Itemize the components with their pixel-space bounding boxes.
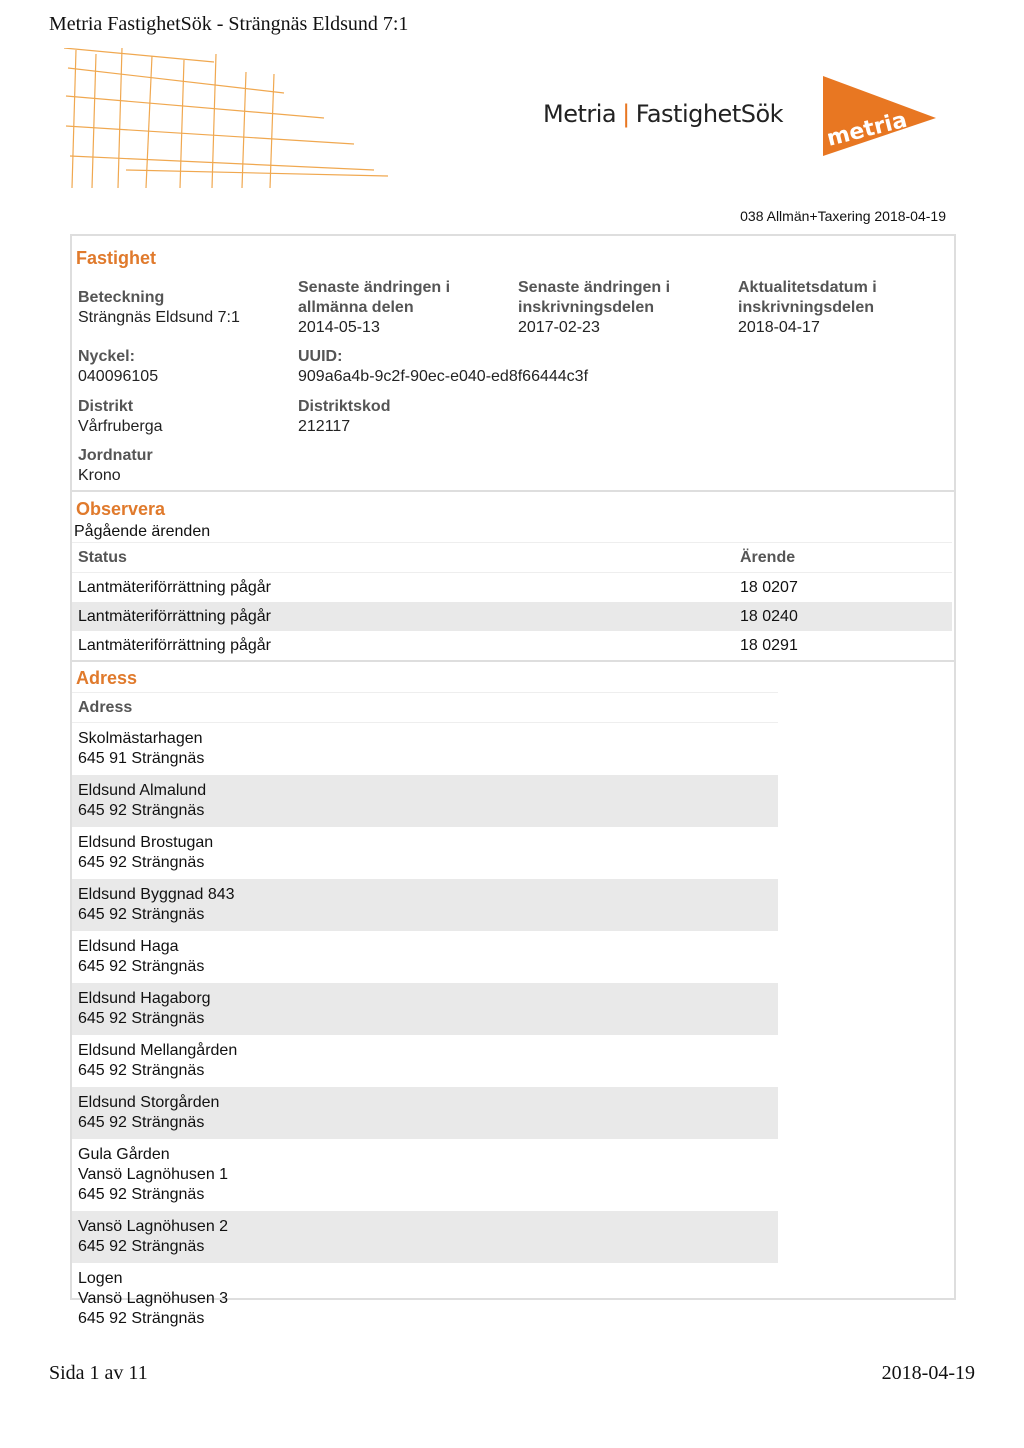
table-row [72, 1211, 778, 1263]
adress-header: Adress [72, 693, 778, 723]
address-line: Logen [78, 1270, 123, 1287]
address-line: Eldsund Byggnad 843 [78, 886, 235, 903]
uuid-value: 909a6a4b-9c2f-90ec-e040-ed8f66444c3f [298, 368, 589, 385]
main-panel [70, 234, 956, 1327]
address-line: 645 92 Strängnäs [78, 854, 205, 871]
address-line: 645 92 Strängnäs [78, 1114, 205, 1131]
adress-title: Adress [76, 668, 138, 688]
allm-field [298, 278, 498, 338]
address-line: 645 92 Strängnäs [78, 906, 205, 923]
jordnatur-value: Krono [78, 467, 121, 484]
address-cell [72, 879, 778, 931]
page-number: Sida 1 av 11 [49, 1362, 148, 1384]
address-line: 645 92 Strängnäs [78, 1062, 205, 1079]
grid-decoration-icon [64, 48, 394, 193]
table-row [72, 723, 778, 776]
table-row [72, 573, 952, 603]
aktual-field [738, 278, 938, 338]
address-line: 645 92 Strängnäs [78, 1186, 205, 1203]
observera-title: Observera [76, 499, 166, 519]
address-line: Eldsund Mellangården [78, 1042, 238, 1059]
aktual-value: 2018-04-17 [738, 319, 820, 336]
observera-header-row [72, 543, 952, 573]
uuid-label: UUID: [298, 348, 343, 365]
aktual-label: Aktualitetsdatum i inskrivningsdelen [738, 279, 877, 316]
nyckel-label: Nyckel: [78, 348, 135, 365]
beteckning-label: Beteckning [78, 289, 165, 306]
address-line: 645 92 Strängnäs [78, 1010, 205, 1027]
arende-header: Ärende [734, 543, 952, 573]
table-row [72, 631, 952, 660]
status-header: Status [72, 543, 734, 573]
distriktskod-label: Distriktskod [298, 398, 391, 415]
address-cell [72, 775, 778, 827]
allm-label: Senaste ändringen i allmänna delen [298, 279, 451, 316]
inskr-label: Senaste ändringen i inskrivningsdelen [518, 279, 671, 316]
address-cell [72, 1035, 778, 1087]
address-cell [72, 723, 778, 776]
distrikt-label: Distrikt [78, 398, 134, 415]
table-row [72, 931, 778, 983]
nyckel-value: 040096105 [78, 368, 159, 385]
address-cell [72, 1263, 778, 1335]
address-line: Vansö Lagnöhusen 2 [78, 1218, 229, 1235]
address-line: Vansö Lagnöhusen 3 [78, 1290, 229, 1307]
address-cell [72, 1139, 778, 1211]
address-line: Eldsund Brostugan [78, 834, 214, 851]
address-line: Gula Gården [78, 1146, 170, 1163]
table-row [72, 879, 778, 931]
observera-subtitle: Pågående ärenden [74, 523, 211, 540]
address-line: 645 92 Strängnäs [78, 802, 205, 819]
table-row [72, 1139, 778, 1211]
status-cell: Lantmäteriförrättning pågår [78, 579, 271, 596]
adress-table [72, 692, 778, 1335]
uuid-field [298, 347, 588, 387]
distrikt-value: Vårfruberga [78, 418, 163, 435]
arende-cell: 18 0207 [740, 579, 798, 596]
arende-cell: 18 0291 [740, 637, 798, 654]
address-cell [72, 983, 778, 1035]
address-line: 645 92 Strängnäs [78, 1238, 205, 1255]
fastighet-title: Fastighet [76, 248, 157, 268]
address-line: Skolmästarhagen [78, 730, 203, 747]
inskr-value: 2017-02-23 [518, 319, 600, 336]
distriktskod-field [298, 397, 390, 437]
table-row [72, 1263, 778, 1335]
adress-header-row [72, 693, 778, 723]
brand-separator: | [622, 100, 630, 128]
address-cell [72, 827, 778, 879]
table-row [72, 983, 778, 1035]
document-title: Metria FastighetSök - Strängnäs Eldsund 7:1 [49, 13, 409, 35]
inskr-field [518, 278, 718, 338]
distriktskod-value: 212117 [298, 418, 351, 435]
address-cell [72, 1211, 778, 1263]
table-row [72, 1035, 778, 1087]
section-divider [72, 490, 954, 492]
arende-cell: 18 0240 [740, 608, 798, 625]
allm-value: 2014-05-13 [298, 319, 380, 336]
brand-wordmark [543, 100, 783, 128]
distrikt-field [78, 397, 163, 437]
logo-text: metria [824, 107, 910, 152]
table-row [72, 827, 778, 879]
jordnatur-label: Jordnatur [78, 447, 153, 464]
address-cell [72, 1087, 778, 1139]
address-line: 645 92 Strängnäs [78, 1310, 205, 1327]
address-line: Eldsund Haga [78, 938, 179, 955]
status-cell: Lantmäteriförrättning pågår [78, 608, 271, 625]
metria-logo-icon [818, 74, 938, 158]
section-divider [72, 660, 954, 662]
observera-table [72, 542, 952, 660]
address-line: Eldsund Storgården [78, 1094, 220, 1111]
address-line: Eldsund Hagaborg [78, 990, 211, 1007]
nyckel-field [78, 347, 158, 387]
address-line: 645 92 Strängnäs [78, 958, 205, 975]
table-row [72, 1087, 778, 1139]
beteckning-value: Strängnäs Eldsund 7:1 [78, 309, 240, 326]
jordnatur-field [78, 446, 153, 486]
beteckning-field [78, 288, 278, 328]
brand-right: FastighetSök [635, 100, 784, 128]
address-line: Eldsund Almalund [78, 782, 207, 799]
brand-left: Metria [543, 100, 617, 128]
table-row [72, 775, 778, 827]
footer-date: 2018-04-19 [881, 1362, 975, 1384]
status-cell: Lantmäteriförrättning pågår [78, 637, 271, 654]
table-row [72, 602, 952, 631]
report-id: 038 Allmän+Taxering 2018-04-19 [740, 208, 946, 224]
address-line: 645 91 Strängnäs [78, 750, 205, 767]
address-line: Vansö Lagnöhusen 1 [78, 1166, 229, 1183]
address-cell [72, 931, 778, 983]
